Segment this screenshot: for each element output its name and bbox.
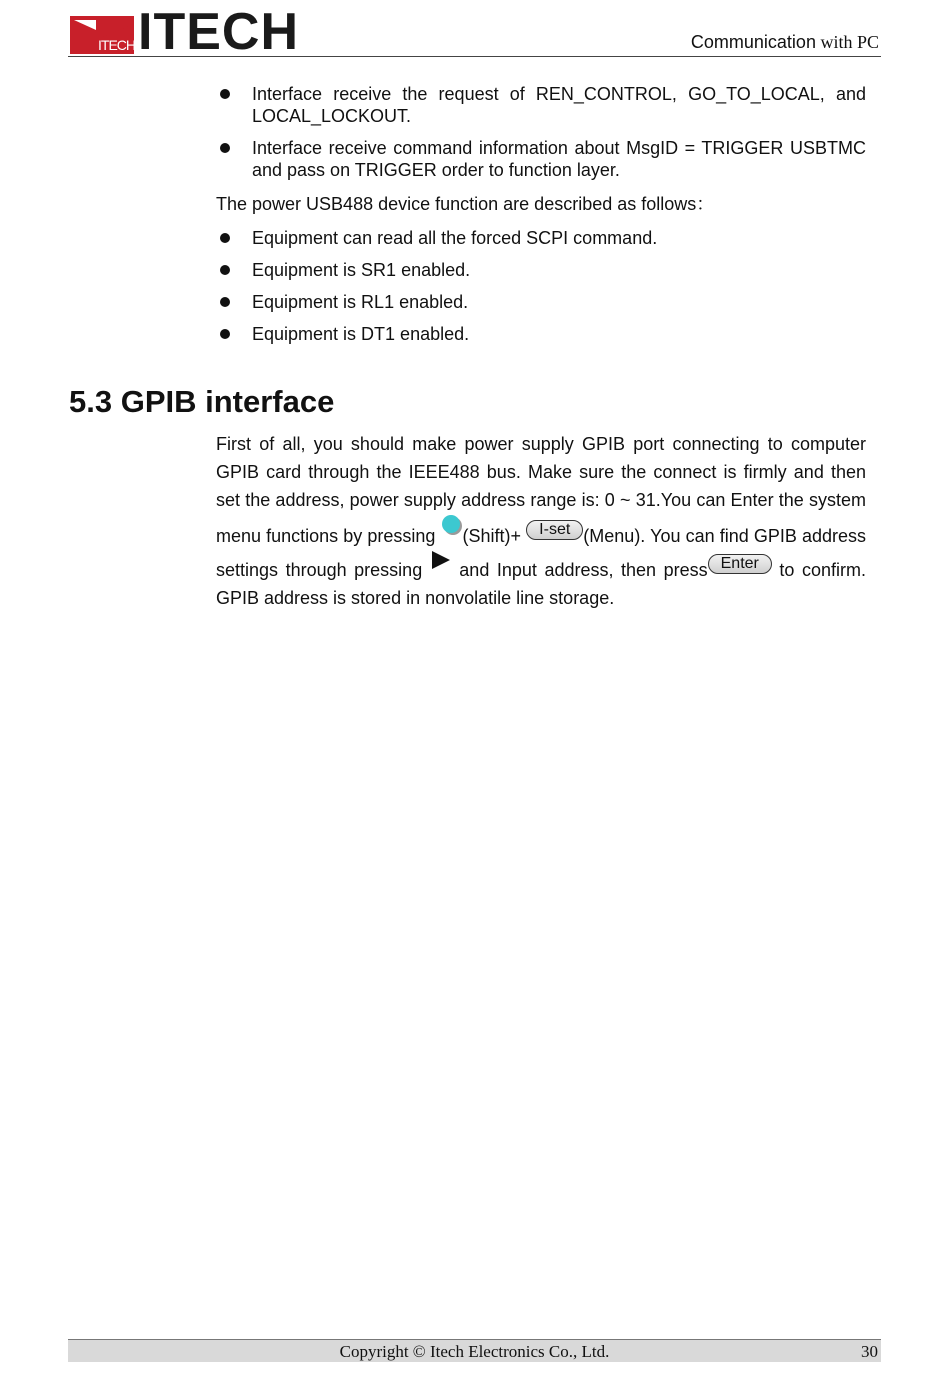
paragraph: The power USB488 device function are described as follows：: [216, 194, 715, 214]
logo-small-text: ITECH: [98, 37, 135, 53]
list-item-text: Equipment is RL1 enabled.: [252, 292, 469, 312]
list-item-text: Interface receive command information about MsgID = TRIGGER USBTMC and pass on TRIGGER order to function layer.: [252, 138, 866, 180]
list-item: [216, 259, 866, 281]
bullet-dot-icon: [220, 143, 230, 153]
list-item: [216, 137, 866, 181]
paragraph: [216, 430, 866, 612]
list-item-text: Equipment can read all the forced SCPI command.: [252, 228, 658, 248]
right-arrow-key-icon: [430, 550, 452, 570]
list-item: [216, 227, 866, 249]
page-footer: [68, 1339, 881, 1362]
list-item: [216, 291, 866, 313]
enter-key-button: Enter: [708, 554, 772, 574]
iset-key-button: I-set: [526, 520, 583, 540]
list-item-text: Equipment is SR1 enabled.: [252, 260, 471, 280]
list-item: [216, 83, 866, 127]
list-item-text: Interface receive the request of REN_CONTROL, GO_TO_LOCAL, and LOCAL_LOCKOUT.: [252, 84, 866, 126]
section-title: 5.3 GPIB interface: [69, 384, 335, 419]
shift-key-icon: [441, 514, 463, 536]
intro-bullet-list: [216, 83, 866, 181]
usb488-intro: [216, 193, 866, 215]
list-item-text: Equipment is DT1 enabled.: [252, 324, 470, 344]
itech-logo: [70, 3, 299, 61]
section-header-part1: Communication: [690, 32, 816, 52]
page-header: [68, 3, 881, 61]
section-header-part2: with PC: [815, 32, 879, 52]
list-item: [216, 323, 866, 345]
bullet-dot-icon: [220, 329, 230, 339]
bullet-dot-icon: [220, 233, 230, 243]
bullet-dot-icon: [220, 265, 230, 275]
text-run: (Shift)+: [462, 526, 527, 546]
page-number: 30: [861, 1342, 878, 1361]
text-run: and Input address, then press: [451, 560, 708, 580]
bullet-dot-icon: [220, 297, 230, 307]
usb488-bullet-list: [216, 227, 866, 345]
bullet-dot-icon: [220, 89, 230, 99]
logo-badge-icon: [70, 14, 134, 54]
text-run: to confirm. GPIB address is stored in nonvolatile line storage.: [216, 560, 866, 608]
logo-wordmark: ITECH: [138, 3, 299, 61]
gpib-paragraph: [216, 430, 866, 612]
text-run: First of all, you should make power supply GPIB port connecting to computer GPIB card through the IEEE488 bus. Make sure the connect is firmly and then set the address, power supply address range is: 0 ~ 31.You can Enter the system menu functions by pressing: [216, 434, 866, 546]
section-header: [691, 32, 879, 53]
text-run: (Menu). You can find GPIB address settings through pressing: [216, 526, 866, 580]
copyright-text: Copyright © Itech Electronics Co., Ltd.: [339, 1342, 610, 1361]
